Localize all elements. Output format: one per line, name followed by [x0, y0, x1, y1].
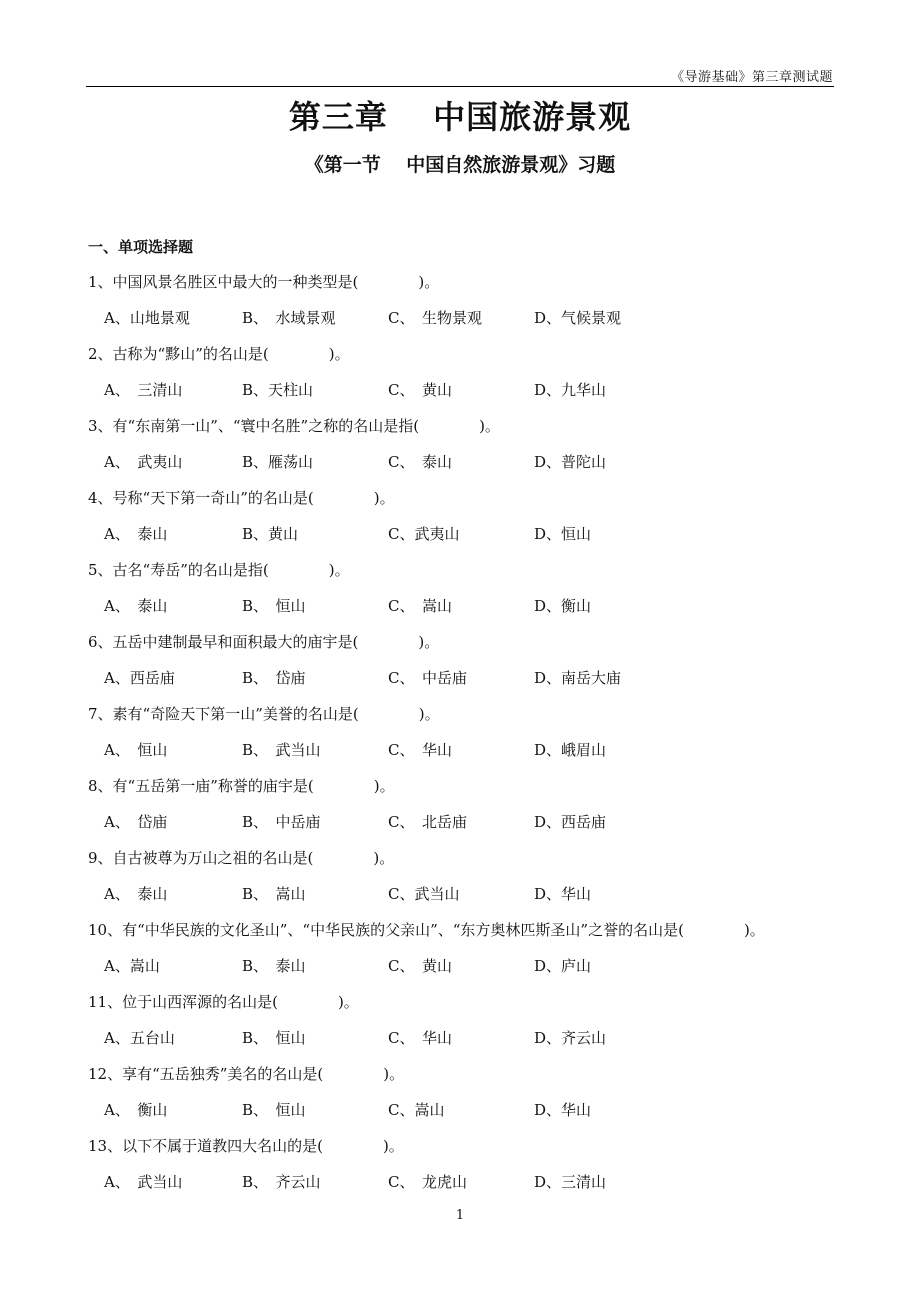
answer-option: C、 黄山	[388, 957, 452, 975]
option-row	[104, 372, 804, 408]
answer-option: D、华山	[534, 885, 592, 903]
question-item	[88, 912, 848, 984]
answer-option: D、齐云山	[534, 1029, 607, 1047]
option-row	[104, 588, 804, 624]
answer-option: B、 恒山	[242, 597, 306, 615]
answer-option: C、 北岳庙	[388, 813, 467, 831]
question-item	[88, 984, 848, 1056]
answer-option: C、 华山	[388, 741, 452, 759]
answer-option: B、 齐云山	[242, 1173, 321, 1191]
option-row	[104, 1020, 804, 1056]
answer-option: D、峨眉山	[534, 741, 607, 759]
answer-option: C、 嵩山	[388, 597, 452, 615]
running-header: 《导游基础》第三章测试题	[670, 70, 833, 85]
question-stem: 2、古称为“黟山”的名山是( )。	[88, 345, 350, 363]
question-stem: 4、号称“天下第一奇山”的名山是( )。	[88, 489, 395, 507]
option-row	[104, 876, 804, 912]
answer-option: B、雁荡山	[242, 453, 314, 471]
question-stem: 9、自古被尊为万山之祖的名山是( )。	[88, 849, 395, 867]
answer-option: D、衡山	[534, 597, 592, 615]
question-stem: 1、中国风景名胜区中最大的一种类型是( )。	[88, 273, 440, 291]
page-number: 1	[455, 1208, 465, 1223]
question-item	[88, 1128, 848, 1200]
question-stem: 13、以下不属于道教四大名山的是( )。	[88, 1137, 404, 1155]
answer-option: D、三清山	[534, 1173, 607, 1191]
question-item	[88, 336, 848, 408]
question-stem: 5、古名“寿岳”的名山是指( )。	[88, 561, 350, 579]
answer-option: D、华山	[534, 1101, 592, 1119]
answer-option: B、 恒山	[242, 1101, 306, 1119]
answer-option: A、 武当山	[104, 1173, 183, 1191]
answer-option: B、黄山	[242, 525, 299, 543]
answer-option: C、 龙虎山	[388, 1173, 467, 1191]
question-stem: 3、有“东南第一山”、“寰中名胜”之称的名山是指( )。	[88, 417, 500, 435]
answer-option: A、 三清山	[104, 381, 183, 399]
option-row	[104, 948, 804, 984]
question-stem: 10、有“中华民族的文化圣山”、“中华民族的父亲山”、“东方奥林匹斯圣山”之誉的名山是( )。	[88, 921, 765, 939]
answer-option: D、恒山	[534, 525, 592, 543]
answer-option: A、山地景观	[104, 309, 190, 327]
header-divider	[86, 86, 834, 87]
question-stem: 7、素有“奇险天下第一山”美誉的名山是( )。	[88, 705, 440, 723]
option-row	[104, 804, 804, 840]
answer-option: A、 武夷山	[104, 453, 183, 471]
part-heading: 一、单项选择题	[88, 238, 194, 256]
answer-option: A、 泰山	[104, 597, 168, 615]
option-row	[104, 300, 804, 336]
answer-option: A、 衡山	[104, 1101, 168, 1119]
question-item	[88, 696, 848, 768]
option-row	[104, 660, 804, 696]
answer-option: A、 泰山	[104, 885, 168, 903]
question-item	[88, 624, 848, 696]
answer-option: A、 岱庙	[104, 813, 168, 831]
option-row	[104, 1092, 804, 1128]
answer-option: C、 中岳庙	[388, 669, 467, 687]
question-item	[88, 768, 848, 840]
answer-option: A、五台山	[104, 1029, 175, 1047]
answer-option: D、气候景观	[534, 309, 622, 327]
answer-option: C、 生物景观	[388, 309, 482, 327]
answer-option: B、 泰山	[242, 957, 306, 975]
answer-option: B、 武当山	[242, 741, 321, 759]
question-item	[88, 840, 848, 912]
question-stem: 12、享有“五岳独秀”美名的名山是( )。	[88, 1065, 405, 1083]
chapter-title: 第三章 中国旅游景观	[288, 98, 632, 136]
answer-option: D、南岳大庙	[534, 669, 622, 687]
answer-option: B、 恒山	[242, 1029, 306, 1047]
answer-option: B、 中岳庙	[242, 813, 321, 831]
option-row	[104, 444, 804, 480]
answer-option: D、西岳庙	[534, 813, 607, 831]
option-row	[104, 732, 804, 768]
answer-option: A、 泰山	[104, 525, 168, 543]
answer-option: D、九华山	[534, 381, 607, 399]
answer-option: C、 泰山	[388, 453, 452, 471]
question-stem: 6、五岳中建制最早和面积最大的庙宇是( )。	[88, 633, 440, 651]
answer-option: B、 岱庙	[242, 669, 306, 687]
question-item	[88, 1056, 848, 1128]
question-item	[88, 480, 848, 552]
answer-option: B、 嵩山	[242, 885, 306, 903]
answer-option: A、嵩山	[104, 957, 160, 975]
question-list	[88, 264, 848, 1200]
answer-option: A、西岳庙	[104, 669, 175, 687]
option-row	[104, 1164, 804, 1200]
question-item	[88, 264, 848, 336]
question-item	[88, 408, 848, 480]
question-stem: 11、位于山西浑源的名山是( )。	[88, 993, 359, 1011]
section-title: 《第一节 中国自然旅游景观》习题	[304, 154, 616, 176]
answer-option: C、 黄山	[388, 381, 452, 399]
question-stem: 8、有“五岳第一庙”称誉的庙宇是( )。	[88, 777, 395, 795]
answer-option: D、普陀山	[534, 453, 607, 471]
answer-option: C、武当山	[388, 885, 460, 903]
answer-option: D、庐山	[534, 957, 592, 975]
option-row	[104, 516, 804, 552]
answer-option: C、武夷山	[388, 525, 460, 543]
answer-option: B、 水域景观	[242, 309, 336, 327]
answer-option: B、天柱山	[242, 381, 314, 399]
answer-option: A、 恒山	[104, 741, 168, 759]
question-item	[88, 552, 848, 624]
answer-option: C、嵩山	[388, 1101, 445, 1119]
answer-option: C、 华山	[388, 1029, 452, 1047]
